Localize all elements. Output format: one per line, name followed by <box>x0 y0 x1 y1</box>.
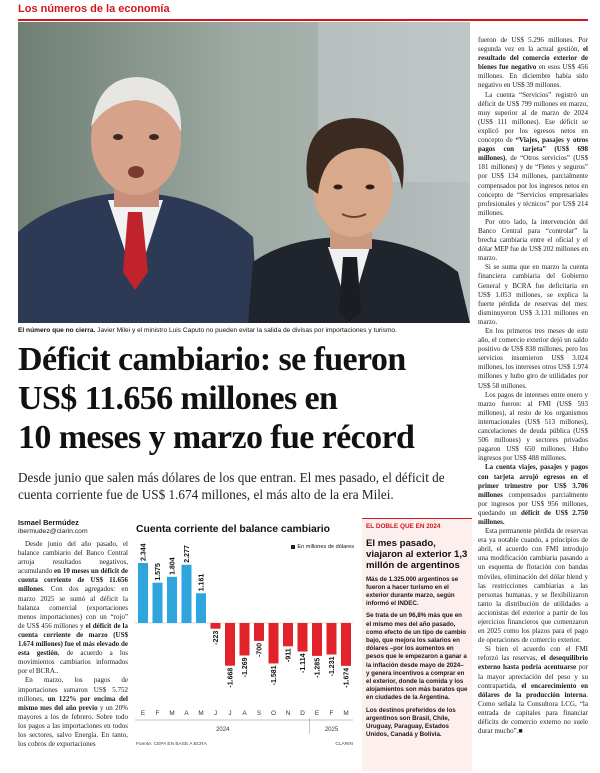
sidebar-box <box>362 518 472 771</box>
left-eye <box>149 134 159 140</box>
paragraph <box>478 645 588 736</box>
bold-text: el resultado del comercio exterior de bienes fue negativo <box>478 45 588 72</box>
text: compensados parcialmente por ingresos por US$ 956 millones, quedando un <box>478 490 588 517</box>
x-tick-label: F <box>329 710 334 717</box>
bar-value-label: 2.277 <box>184 545 191 563</box>
text: fueron de US$ 5.296 millones. Por segunda vez en la actual gestión, <box>478 36 588 54</box>
text: En marzo, los pagos de importaciones sumaron US$ 5.752 millones, <box>18 676 128 703</box>
text: . Con dos agregados: en marzo 2025 se sumó al déficit la balanza comercial (exportaciones menos importaciones) con un “rojo” de US$ 456 millones y <box>18 585 128 630</box>
caption-lead: El número que no cierra. <box>18 327 96 334</box>
sidebar-body <box>366 576 468 740</box>
bold-text: el desequilibrio externo hasta podría acentuarse <box>478 654 588 672</box>
bar-value-label: -1.668 <box>227 667 235 688</box>
x-tick-label: M <box>169 710 175 717</box>
bar-value-label: -700 <box>256 642 264 657</box>
text: Desde junio del año pasado, el balance cambiario del Banco Central arroja resultados negativos, acumulando <box>18 540 128 576</box>
bar-value-label: -223 <box>213 630 220 645</box>
text: , de acuerdo a los movimientos cambiarios informados por el BCRA.. <box>18 649 128 676</box>
text: En los primeros tres meses de este año, el comercio exterior dejó un saldo positivo de US$ 838 millones, pero los servicios insumieron US$ 3.024 millones, los intereses otros US$ 1.974 millones y hubo giro de utilidades por US$ 58 millones. <box>478 327 588 390</box>
bold-text: el déficit de la cuenta corriente de marzo (US$ 1.674 millones) fue el más elevado de esta gestión <box>18 621 128 658</box>
x-tick-label: J <box>228 710 232 717</box>
x-tick-label: F <box>155 710 160 717</box>
bar-value-label: 1.575 <box>155 563 162 581</box>
text: Por otro lado, la intervención del Banco Central para “controlar” la brecha cambiaria entre el oficial y el dólar MEP fue de US$ 202 millones en marzo. <box>478 217 588 263</box>
bar <box>283 623 293 646</box>
headline <box>18 340 478 457</box>
legend-label: En millones de dólares <box>297 544 354 550</box>
chart-title: Cuenta corriente del balance cambiario <box>136 524 331 535</box>
bar-value-label: -1.674 <box>343 667 351 688</box>
photo-illustration <box>18 22 470 323</box>
bold-text: en 10 meses un déficit de cuenta corriente de US$ 11.656 millones <box>18 567 128 594</box>
subheadline: Desde junio que salen más dólares de los que entran. El mes pasado, el déficit de cuenta corriente fue de US$ 1.674 millones, el más alto de la era Milei. <box>18 470 445 502</box>
photo-caption <box>18 327 470 335</box>
bold-text: déficit de US$ 2.750 millones. <box>478 508 588 526</box>
bar-value-label: -1.269 <box>242 657 249 678</box>
bar <box>182 565 192 623</box>
year-label: 2024 <box>216 727 230 733</box>
headline-line: US$ 11.656 millones en <box>18 380 338 417</box>
bar-value-label: -1.285 <box>314 657 322 678</box>
author-email[interactable]: ibermudez@clarin.com <box>18 528 88 535</box>
right-eye <box>366 185 375 190</box>
paragraph <box>478 391 588 464</box>
right-column <box>478 36 588 771</box>
year-label: 2025 <box>324 727 339 733</box>
x-tick-label: J <box>213 710 218 717</box>
article-photo <box>18 22 470 323</box>
chart <box>133 518 356 771</box>
paragraph <box>478 36 588 91</box>
bar <box>327 623 337 655</box>
paragraph <box>18 676 128 749</box>
bar <box>138 563 148 623</box>
paragraph <box>478 463 588 527</box>
left-mouth <box>128 166 144 178</box>
sidebar-title: El mes pasado, viajaron al exterior 1,3 millón de argentinos <box>366 538 468 572</box>
text: Si se suma que en marzo la cuenta financiera cambiaria del Gobierno General y BCRA fue deficitaria en US$ 1.053 millones, se explica la fuerte pérdida de reservas del mes: disminuyeron US$ 3.131 millones en marzo. <box>478 263 588 326</box>
paragraph <box>18 540 128 676</box>
bar <box>211 623 221 629</box>
bar <box>298 623 308 652</box>
bar <box>240 623 250 655</box>
right-tie <box>339 257 361 322</box>
sidebar-tag: EL DOBLE QUE EN 2024 <box>366 523 441 530</box>
bold-text: “Viajes, pasajes y otros pagos con tarjeta” (US$ 698 millones) <box>478 136 588 163</box>
sidebar-paragraph: Los destinos preferidos de los argentinos son Brasil, Chile, Uruguay, Paraguay, Estados Unidos, Canadá y Bolivia. <box>366 706 456 739</box>
bar-value-label: 1.804 <box>169 557 177 575</box>
text: en esos US$ 456 millones. En diciembre había sido negativo en US$ 39 millones. <box>478 63 588 90</box>
bar <box>196 593 206 623</box>
paragraph <box>478 327 588 391</box>
bar <box>341 623 351 666</box>
text: Si bien el acuerdo con el FMI reforzó las reservas, <box>478 645 588 663</box>
author-name: Ismael Bermúdez <box>18 518 79 527</box>
left-column-body <box>18 540 128 749</box>
paragraph <box>478 91 588 218</box>
text: por la mayor apreciación del peso y su contrapartida, <box>478 663 588 690</box>
paragraph <box>478 527 588 645</box>
x-tick-label: D <box>300 710 305 717</box>
x-tick-label: S <box>256 710 262 717</box>
headline-line: Déficit cambiario: se fueron <box>18 341 406 378</box>
bold-text: el encarecimiento en dólares de la producción interna <box>478 681 588 699</box>
bar-value-label: -1.231 <box>329 656 336 677</box>
paragraph <box>478 218 588 263</box>
headline-line: 10 meses y marzo fue récord <box>18 419 415 456</box>
bar-value-label: -1.114 <box>300 653 307 673</box>
text: Los pagos de intereses entre enero y marzo fueron: al FMI (US$ 593 millones), al resto de los organismos internacionales (US$ 513 millones), cancelaciones de deuda pública (US$ 506 millones) y sectores privados pagaron US$ 650 millones. Hubo ingresos por US$ 488 millones. <box>478 390 588 463</box>
bar <box>269 623 279 663</box>
text: Esta permanente pérdida de reservas era ya notable cuando, a principios de abril, el acuerdo con FMI introdujo una modificación cambiaria pasando a un esquema de flotación con bandas móviles, eliminación del dólar blend y las restricciones cambiarias a las personas humanas, y se flexibilizaron tanto la distribución de utilidades a accionistas del exterior a partir de los ejercicios financieros que comenzaron en 2025 como los plazos para el pago de operaciones de comercio exterior. <box>478 527 588 645</box>
caption-text: Javier Milei y el ministro Luis Caputo no pueden evitar la salida de divisas por importaciones y turismo. <box>95 327 397 334</box>
left-column <box>18 518 128 771</box>
left-eye <box>113 134 123 140</box>
bar <box>167 577 177 623</box>
bar-value-label: -911 <box>285 648 293 662</box>
text: y un 20% mayores a los de febrero. Sobre todo los pagos a las importaciones en todos los sectores, salvo Energía. En tanto, los cobros de exportaciones <box>18 703 128 749</box>
section-rule <box>18 19 588 21</box>
x-tick-label: N <box>285 710 291 717</box>
bold-text: un 122% por encima del mismo mes del año previo <box>18 694 128 712</box>
bar <box>312 623 322 656</box>
x-tick-label: A <box>184 710 189 717</box>
bar <box>225 623 235 666</box>
chart-plot <box>133 532 356 742</box>
x-tick-label: A <box>242 710 247 717</box>
text: La cuenta “Servicios” registró un déficit de US$ 799 millones en marzo, muy superior al de marzo de 2024 (US$ 111 millones). Ese déficit se explicó por los egresos netos en concepto de <box>478 90 588 145</box>
x-tick-label: E <box>140 710 146 717</box>
bar-value-label: 2.344 <box>140 543 148 561</box>
x-tick-label: M <box>198 710 204 717</box>
x-tick-label: M <box>343 710 349 717</box>
sidebar-paragraph: Se trata de un 96,8% más que en el mismo mes del año pasado, como efecto de un tipo de cambio bajo, que mejora los salarios en dólares –por los aumentos en pesos que le empezaron a ganar a la inflación desde mayo de 2024– y genera incentivos a comprar en el exterior, donde la comida y los alojamientos son más baratos que en ciudades de la Argentina. <box>366 612 468 702</box>
text: , de “Otros servicios” (US$ 181 millones) y de “Fletes y seguros” por US$ 134 millones, parcialmente compensados por los ingresos netos en concepto de “Servicios empresariales profesionales y técnicos” por US$ 214 millones. <box>478 154 588 217</box>
bar-value-label: 1.161 <box>198 573 206 592</box>
x-tick-label: O <box>271 710 276 717</box>
bar-value-label: -1.581 <box>271 665 278 686</box>
text: . Como señala la Consultora LCG, “la entrada de capitales para financiar déficits de comercio externo no suele durar mucho”.■ <box>478 690 588 736</box>
bar <box>254 623 264 641</box>
sidebar-paragraph: Más de 1.325.000 argentinos se fueron a hacer turismo en el exterior durante marzo, según informó el INDEC. <box>366 575 459 608</box>
paragraph <box>478 263 588 327</box>
bar <box>153 583 163 623</box>
right-eye <box>334 185 343 190</box>
section-title: Los números de la economía <box>18 3 170 15</box>
chart-source: Fuente: CEPA EN BASE A BCRA <box>136 742 207 747</box>
x-tick-label: E <box>314 710 320 717</box>
bold-text: La cuenta viajes, pasajes y pagos con tarjeta arrojó egresos en el primer trimestre por US$ 3.706 millones <box>478 463 588 499</box>
chart-credit: CLARIN <box>335 742 353 747</box>
